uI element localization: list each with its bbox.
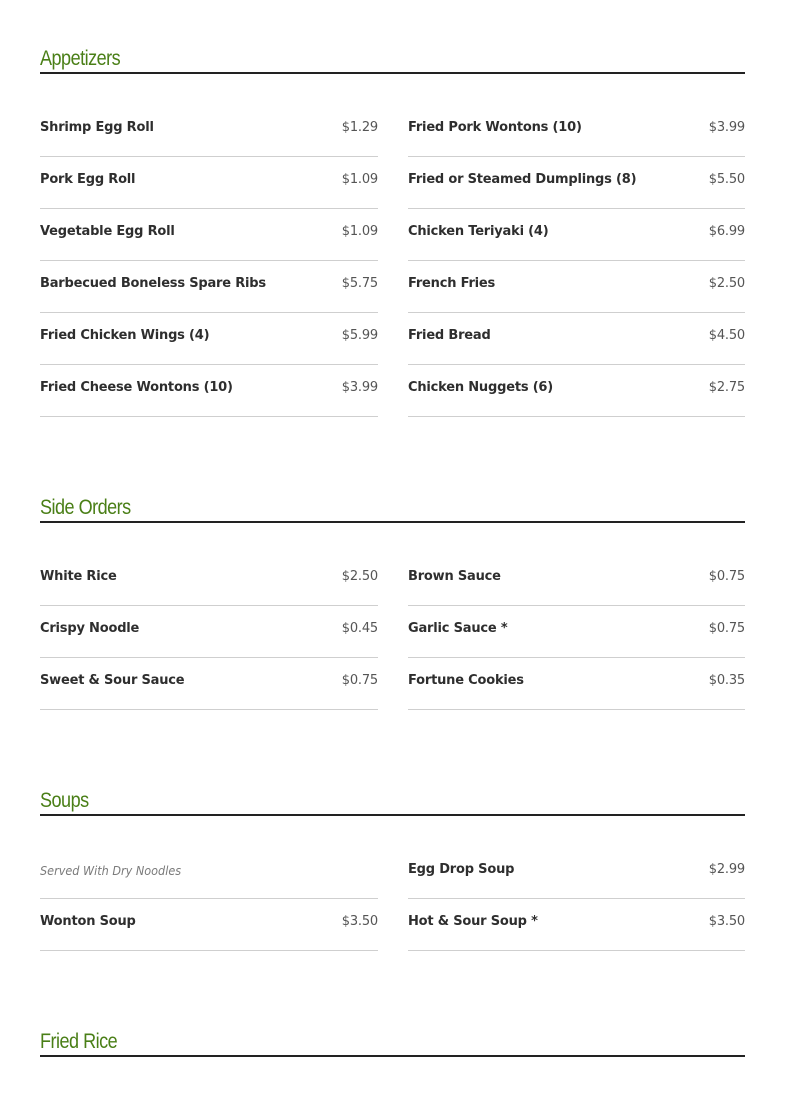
item-price: $4.50 <box>708 328 745 343</box>
section-title: Soups <box>40 789 89 812</box>
menu-item <box>408 365 745 417</box>
item-price: $0.75 <box>341 673 378 688</box>
item-name: Vegetable Egg Roll <box>40 224 175 239</box>
item-name: French Fries <box>408 276 496 291</box>
menu-column-left <box>40 554 378 710</box>
item-name: Pork Egg Roll <box>40 172 136 187</box>
section-rule <box>40 814 745 816</box>
menu-item <box>408 606 745 658</box>
menu-item <box>408 313 745 365</box>
item-price: $0.35 <box>708 673 745 688</box>
menu-column-right <box>408 554 745 710</box>
menu-item <box>40 606 378 658</box>
menu-item <box>408 899 745 951</box>
section-rule <box>40 521 745 523</box>
item-price: $2.99 <box>708 862 745 877</box>
item-price: $0.75 <box>708 621 745 636</box>
menu-item <box>40 365 378 417</box>
item-name: Fried Pork Wontons (10) <box>408 120 582 135</box>
item-name: Wonton Soup <box>40 914 136 929</box>
menu-column-right <box>408 105 745 417</box>
section-title: Side Orders <box>40 496 131 519</box>
item-name: Barbecued Boneless Spare Ribs <box>40 276 266 291</box>
item-price: $1.09 <box>341 224 378 239</box>
menu-item <box>40 157 378 209</box>
item-name: Fried Bread <box>408 328 491 343</box>
section-title: Appetizers <box>40 47 121 70</box>
item-name: Fried Chicken Wings (4) <box>40 328 210 343</box>
menu-column-right <box>408 847 745 951</box>
menu-item <box>408 105 745 157</box>
menu-item <box>408 157 745 209</box>
menu-column-left <box>40 847 378 951</box>
item-price: $1.29 <box>341 120 378 135</box>
menu-item <box>408 847 745 899</box>
menu-item <box>40 313 378 365</box>
item-name: Sweet & Sour Sauce <box>40 673 185 688</box>
item-price: $3.50 <box>708 914 745 929</box>
menu-item <box>40 105 378 157</box>
menu-item <box>408 209 745 261</box>
item-price: $3.99 <box>708 120 745 135</box>
item-name: Garlic Sauce * <box>408 621 508 636</box>
item-name: Chicken Teriyaki (4) <box>408 224 549 239</box>
menu-item <box>408 554 745 606</box>
menu-column-left <box>40 105 378 417</box>
item-name: White Rice <box>40 569 117 584</box>
menu-item <box>40 209 378 261</box>
item-price: $0.75 <box>708 569 745 584</box>
item-price: $5.75 <box>341 276 378 291</box>
item-name: Fried or Steamed Dumplings (8) <box>408 172 637 187</box>
menu-item <box>408 658 745 710</box>
section-rule <box>40 72 745 74</box>
menu-item <box>40 658 378 710</box>
item-price: $2.75 <box>708 380 745 395</box>
menu-item <box>408 261 745 313</box>
item-name: Shrimp Egg Roll <box>40 120 154 135</box>
item-price: $6.99 <box>708 224 745 239</box>
item-price: $2.50 <box>341 569 378 584</box>
item-name: Hot & Sour Soup * <box>408 914 538 929</box>
item-name: Egg Drop Soup <box>408 862 515 877</box>
item-name: Crispy Noodle <box>40 621 140 636</box>
item-price: $2.50 <box>708 276 745 291</box>
section-note: Served With Dry Noodles <box>40 863 182 878</box>
item-price: $1.09 <box>341 172 378 187</box>
menu-item <box>40 899 378 951</box>
menu-item <box>40 554 378 606</box>
menu-item <box>40 261 378 313</box>
section-title: Fried Rice <box>40 1030 118 1053</box>
item-price: $0.45 <box>341 621 378 636</box>
item-price: $3.50 <box>341 914 378 929</box>
section-rule <box>40 1055 745 1057</box>
item-price: $3.99 <box>341 380 378 395</box>
item-price: $5.50 <box>708 172 745 187</box>
item-name: Brown Sauce <box>408 569 501 584</box>
item-price: $5.99 <box>341 328 378 343</box>
item-name: Chicken Nuggets (6) <box>408 380 554 395</box>
menu-note-row <box>40 847 378 899</box>
item-name: Fortune Cookies <box>408 673 524 688</box>
item-name: Fried Cheese Wontons (10) <box>40 380 233 395</box>
